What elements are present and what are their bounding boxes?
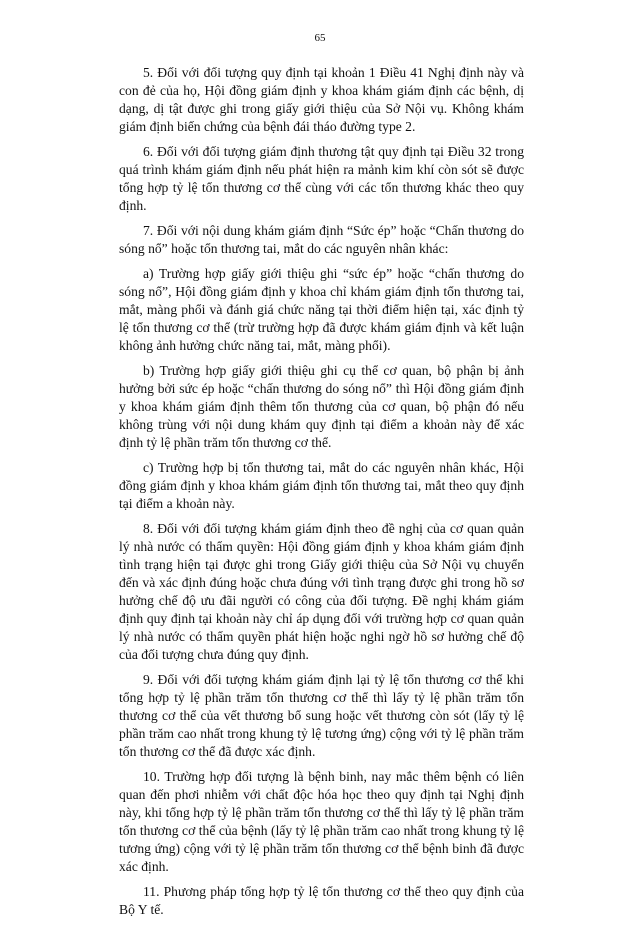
paragraph-10: 10. Trường hợp đối tượng là bệnh binh, nay mắc thêm bệnh có liên quan đến phơi nhiễm với chất độc hóa học theo quy định tại Nghị định này, khi tổng hợp tỷ lệ phần trăm tổn thương cơ thể thì lấy tỷ lệ phần trăm tổn thương cơ thể của bệnh (lấy tỷ lệ phần trăm cao nhất trong khung tỷ lệ tương ứng) cộng với tỷ lệ phần trăm tổn thương cơ thể bệnh binh đã được xác định. — [119, 769, 524, 874]
paragraph-7: 7. Đối với nội dung khám giám định “Sức ép” hoặc “Chấn thương do sóng nổ” hoặc tổn thương tai, mắt do các nguyên nhân khác: — [119, 223, 524, 256]
paragraph-6: 6. Đối với đối tượng giám định thương tật quy định tại Điều 32 trong quá trình khám giám định nếu phát hiện ra mảnh kim khí còn sót sẽ được tổng hợp tỷ lệ tổn thương cơ thể cùng với các tổn thương khác theo quy định. — [119, 144, 524, 213]
paragraph-7a: a) Trường hợp giấy giới thiệu ghi “sức ép” hoặc “chấn thương do sóng nổ”, Hội đồng giám định y khoa chỉ khám giám định tổn thương tai, mắt, màng phổi và đánh giá chức năng tại thời điểm hiện tại, xác định tỷ lệ tổn thương cơ thể (trừ trường hợp đã được khám giám định và kết luận không ảnh hưởng chức năng tai, mắt, màng phổi). — [119, 266, 524, 353]
paragraph-11: 11. Phương pháp tổng hợp tỷ lệ tổn thương cơ thể theo quy định của Bộ Y tế. — [119, 884, 524, 917]
paragraph-9: 9. Đối với đối tượng khám giám định lại tỷ lệ tổn thương cơ thể khi tổng hợp tỷ lệ phần trăm tổn thương cơ thể thì lấy tỷ lệ phần trăm tổn thương cơ thể của vết thương bổ sung hoặc vết thương còn sót (lấy tỷ lệ phần trăm cao nhất trong khung tỷ lệ tương ứng) cộng với tỷ lệ phần trăm tổn thương cơ thể đã được xác định. — [119, 672, 524, 759]
paragraph-8: 8. Đối với đối tượng khám giám định theo đề nghị của cơ quan quản lý nhà nước có thẩm quyền: Hội đồng giám định y khoa khám giám định tình trạng hiện tại được ghi trong Giấy giới thiệu của Sở Nội vụ chuyển đến và xác định đúng hoặc chưa đúng với tình trạng được ghi trong hồ sơ hưởng chế độ ưu đãi người có công của đối tượng. Đề nghị khám giám định quy định tại khoản này chỉ áp dụng đối với trường hợp cơ quan quản lý nhà nước có thẩm quyền phát hiện hoặc nghi ngờ hồ sơ hưởng chế độ của đối tượng chưa đúng quy định. — [119, 521, 524, 662]
paragraph-5: 5. Đối với đối tượng quy định tại khoản 1 Điều 41 Nghị định này và con đẻ của họ, Hội đồng giám định y khoa khám giám định các bệnh, dị dạng, dị tật được ghi trong giấy giới thiệu của Sở Nội vụ. Không khám giám định biến chứng của bệnh đái tháo đường type 2. — [119, 65, 524, 134]
document-body — [119, 64, 524, 926]
paragraph-7c: c) Trường hợp bị tổn thương tai, mắt do các nguyên nhân khác, Hội đồng giám định y khoa khám giám định tổn thương tai, mắt theo quy định tại điểm a khoản này. — [119, 460, 524, 511]
paragraph-7b: b) Trường hợp giấy giới thiệu ghi cụ thể cơ quan, bộ phận bị ảnh hưởng bởi sức ép hoặc “chấn thương do sóng nổ” thì Hội đồng giám định y khoa khám giám định thêm tổn thương của cơ quan, bộ phận đó nếu không trùng với nội dung khám quy định tại điểm a khoản này để xác định tỷ lệ phần trăm tổn thương cơ thể. — [119, 363, 524, 450]
page-number: 65 — [314, 32, 326, 44]
